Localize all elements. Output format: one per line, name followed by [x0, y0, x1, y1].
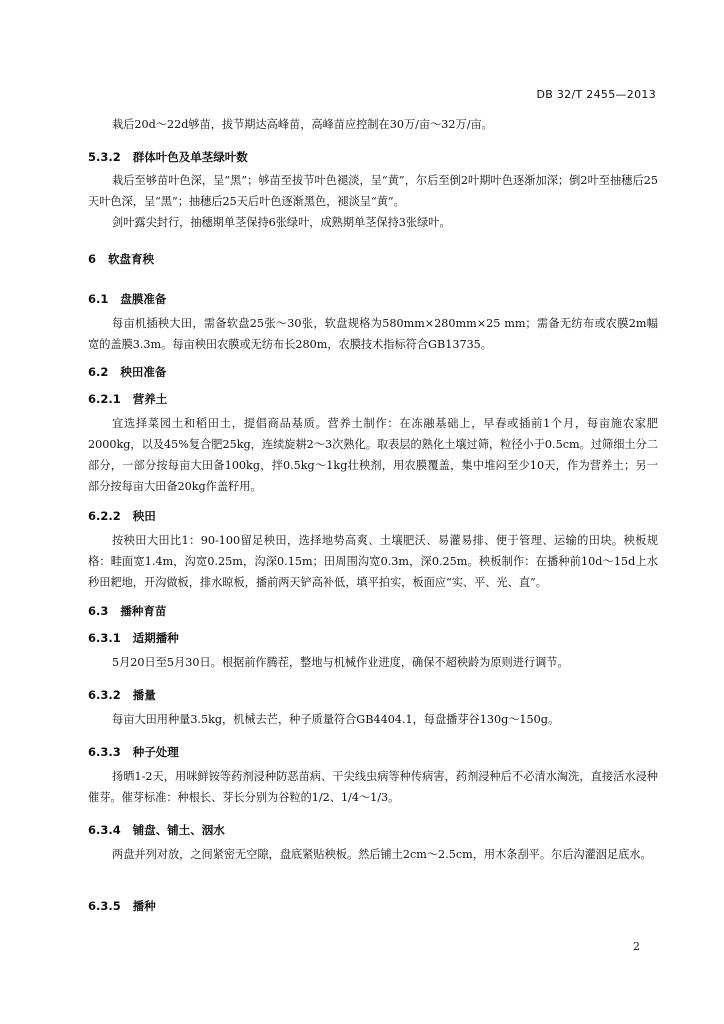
standard-code: DB 32/T 2455—2013 — [536, 88, 656, 101]
paragraph-text: 宜选择菜园土和稻田土，提倡商品基质。营养土制作：在冻融基础上，早春或插前1个月，每亩施农家肥2000kg，以及45%复合肥25kg，连续旋耕2～3次熟化。取表层的熟化土壤过筛，粒径小于0.5cm。过筛细土分二部分，一部分按每亩大田备100kg，拌0.5kg～1kg壮秧剂，用农膜覆盖，集中堆闷至少10天，作为营养土；另一部分按每亩大田备20kg作盖籽用。 — [88, 417, 658, 493]
heading-number: 6.2 — [88, 365, 109, 379]
heading-number: 6.3.1 — [88, 631, 121, 645]
paragraph-6-3-1 — [88, 652, 658, 673]
heading-number: 5.3.2 — [88, 150, 121, 164]
paragraph-text: 剑叶露尖封行，抽穗期单茎保持6张绿叶，成熟期单茎保持3张绿叶。 — [112, 216, 451, 229]
heading-title: 秧田准备 — [120, 365, 167, 379]
paragraph-text: 两盘并列对放，之间紧密无空隙，盘底紧贴秧板。然后铺土2cm～2.5cm，用木条刮平。尔后沟灌洇足底水。 — [112, 848, 652, 861]
paragraph-6-1 — [88, 313, 658, 355]
heading-6-3 — [88, 603, 166, 619]
page-number: 2 — [633, 940, 640, 953]
heading-6-1 — [88, 291, 166, 307]
heading-title: 播量 — [132, 688, 156, 702]
heading-number: 6 — [88, 252, 97, 266]
heading-title: 铺盘、铺土、洇水 — [132, 823, 225, 837]
paragraph-intro — [88, 114, 658, 135]
heading-6-3-4 — [88, 822, 225, 838]
heading-number: 6.3 — [88, 604, 109, 618]
paragraph-text: 5月20日至5月30日。根据前作腾茬，整地与机械作业进度，确保不超秧龄为原则进行调节。 — [112, 656, 569, 669]
paragraph-text: 每亩大田用种量3.5kg，机械去芒，种子质量符合GB4404.1，每盘播芽谷130g～150g。 — [112, 713, 560, 726]
heading-title: 播种 — [132, 899, 156, 913]
heading-6-2-2 — [88, 508, 156, 524]
heading-number: 6.3.5 — [88, 899, 121, 913]
heading-6-3-3 — [88, 744, 179, 760]
paragraph-text: 每亩机插秧大田，需备软盘25张～30张，软盘规格为580mm×280mm×25 mm；需备无纺布或农膜2m幅宽的盖膜3.3m。每亩秧田农膜或无纺布长280m，农膜技术指标符合GB13735。 — [88, 317, 658, 351]
heading-title: 适期播种 — [132, 631, 179, 645]
heading-6 — [88, 251, 154, 267]
heading-title: 播种育苗 — [120, 604, 167, 618]
paragraph-text: 栽后至够苗叶色深，呈“黑”；够苗至拔节叶色褪淡，呈“黄”，尔后至倒2叶期叶色逐渐加深；倒2叶至抽穗后25天叶色深，呈“黑”；抽穗后25天后叶色逐渐黑色，褪淡呈“黄”。 — [88, 174, 658, 208]
heading-number: 6.1 — [88, 292, 109, 306]
heading-5-3-2 — [88, 149, 248, 165]
heading-title: 群体叶色及单茎绿叶数 — [132, 150, 248, 164]
heading-title: 秧田 — [132, 509, 156, 523]
heading-title: 营养土 — [132, 392, 168, 406]
heading-number: 6.3.2 — [88, 688, 121, 702]
heading-number: 6.2.1 — [88, 392, 121, 406]
heading-6-2-1 — [88, 391, 167, 407]
heading-6-2 — [88, 364, 166, 380]
paragraph-6-3-4 — [88, 844, 658, 865]
heading-title: 种子处理 — [132, 745, 179, 759]
heading-6-3-1 — [88, 630, 179, 646]
heading-number: 6.2.2 — [88, 509, 121, 523]
paragraph-6-2-1 — [88, 413, 658, 497]
paragraph-5-3-2-a — [88, 170, 658, 212]
paragraph-text: 栽后20d～22d够苗，拔节期达高峰苗，高峰苗应控制在30万/亩～32万/亩。 — [112, 118, 493, 131]
heading-title: 软盘育秧 — [108, 252, 155, 266]
heading-6-3-5 — [88, 898, 156, 914]
paragraph-text: 扬晒1-2天，用咪鲜铵等药剂浸种防恶苗病、干尖线虫病等种传病害，药剂浸种后不必清水淘洗，直接活水浸种催芽。催芽标准：种根长、芽长分别为谷粒的1/2、1/4～1/3。 — [88, 770, 658, 804]
heading-title: 盘膜准备 — [120, 292, 167, 306]
paragraph-6-2-2 — [88, 530, 658, 593]
paragraph-6-3-2 — [88, 709, 658, 730]
heading-number: 6.3.3 — [88, 745, 121, 759]
paragraph-6-3-3 — [88, 766, 658, 808]
heading-number: 6.3.4 — [88, 823, 121, 837]
paragraph-text: 按秧田大田比1：90-100留足秧田，选择地势高爽、土壤肥沃、易灌易排、便于管理、运输的田块。秧板规格：畦面宽1.4m，沟宽0.25m，沟深0.15m；田周围沟宽0.3m，深0.25m。秧板制作：在播种前10d～15d上水秒田耙地，开沟做板，排水晾板，播前两天铲高补低，填平拍实，板面应“实、平、光、直”。 — [88, 534, 658, 589]
heading-6-3-2 — [88, 687, 156, 703]
paragraph-5-3-2-b — [88, 212, 658, 233]
